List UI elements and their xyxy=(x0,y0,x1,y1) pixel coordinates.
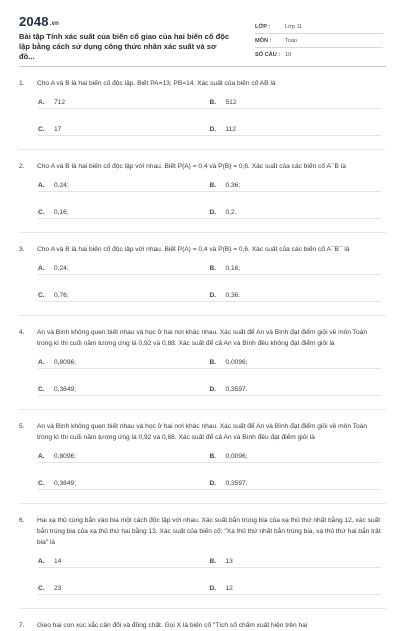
option-letter: C. xyxy=(38,584,45,592)
option-c[interactable] xyxy=(38,480,210,487)
option-value: 0,36; xyxy=(225,181,241,189)
options xyxy=(38,179,381,219)
meta-value: 10 xyxy=(285,51,292,58)
question-separator xyxy=(19,503,386,504)
option-value: 13 xyxy=(225,557,233,565)
option-value: 0,3649; xyxy=(54,385,76,393)
options xyxy=(38,450,381,490)
header xyxy=(0,0,400,66)
meta-label: LỚP : xyxy=(255,23,271,30)
question-number: 2. xyxy=(19,163,25,170)
option-b[interactable] xyxy=(210,182,382,189)
question-number: 3. xyxy=(19,246,25,253)
option-value: 0,16; xyxy=(225,264,241,272)
meta-label: MÔN : xyxy=(255,37,272,44)
option-a[interactable] xyxy=(38,182,210,189)
option-letter: D. xyxy=(209,584,217,592)
option-letter: A. xyxy=(38,452,45,460)
option-c[interactable] xyxy=(38,585,210,592)
options xyxy=(38,262,381,302)
option-letter: D. xyxy=(209,385,217,393)
question-text: An và Bình không quen biết nhau và học ở hai nơi khác nhau. Xác suất để An và Bình đạt điểm giỏi về môn Toán trong kì thi cuối năm tương ứng là 0,92 và 0,88. Xác suất để cả An và Bình đều không đạt điểm giỏi là xyxy=(37,329,368,347)
option-a[interactable] xyxy=(38,359,210,366)
option-letter: B. xyxy=(209,98,217,106)
option-letter: D. xyxy=(209,208,217,216)
logo-tld: .vn xyxy=(49,21,60,27)
option-value: 512 xyxy=(225,98,237,106)
option-letter: A. xyxy=(38,181,45,189)
option-letter: D. xyxy=(209,291,217,299)
question-3 xyxy=(19,244,381,302)
option-value: 0,3649; xyxy=(54,479,76,487)
meta-row-subject xyxy=(255,34,383,48)
option-value: 712 xyxy=(54,98,66,106)
option-d[interactable] xyxy=(210,480,382,487)
question-number: 4. xyxy=(19,329,25,336)
option-value: 17 xyxy=(54,125,62,133)
option-c[interactable] xyxy=(38,386,210,393)
question-4 xyxy=(19,327,381,396)
option-a[interactable] xyxy=(38,558,210,565)
option-letter: C. xyxy=(38,385,45,393)
option-b[interactable] xyxy=(210,453,382,460)
option-letter: A. xyxy=(38,557,45,565)
question-7 xyxy=(19,620,381,631)
option-letter: B. xyxy=(209,181,217,189)
meta-label: SỐ CÂU : xyxy=(255,51,281,58)
option-letter: D. xyxy=(209,479,217,487)
meta-value: Toán xyxy=(285,37,298,44)
option-a[interactable] xyxy=(38,453,210,460)
question-number: 7. xyxy=(19,622,25,629)
option-letter: A. xyxy=(38,264,45,272)
option-letter: A. xyxy=(38,98,45,106)
option-value: 112 xyxy=(225,125,237,133)
option-value: 0,3597. xyxy=(225,385,248,393)
question-list xyxy=(0,78,400,631)
option-d[interactable] xyxy=(210,585,382,592)
site-logo[interactable] xyxy=(19,14,59,29)
option-a[interactable] xyxy=(38,265,210,272)
option-d[interactable] xyxy=(210,209,382,216)
option-value: 0,8096; xyxy=(54,358,76,366)
option-d[interactable] xyxy=(210,292,382,299)
question-text: Hai xạ thủ cùng bắn vào bia một cách độc lập với nhau. Xác suất bắn trúng bia của xạ thủ thứ nhất bằng 12, xác suất bắn trúng bia của xạ thủ thứ hai bằng 13. Xác suất của biến cố: "Xạ thủ thứ nhất bắn trúng bia, xạ thủ thứ hai bắn trật bia" là xyxy=(37,517,381,546)
option-value: 0,24; xyxy=(54,181,69,189)
meta-value: Lớp 11 xyxy=(285,23,303,30)
question-number: 6. xyxy=(19,517,25,524)
page-title: Bài tập Tính xác suất của biến cố giao của hai biến cố độc lập bằng cách sử dụng công thức nhân xác suất và sơ đồ... xyxy=(19,32,230,61)
meta-table xyxy=(255,20,383,61)
options xyxy=(38,356,381,396)
question-2 xyxy=(19,161,381,219)
option-letter: B. xyxy=(209,452,217,460)
question-separator xyxy=(19,232,386,233)
logo-main: 2048 xyxy=(19,14,49,29)
option-c[interactable] xyxy=(38,209,210,216)
option-letter: D. xyxy=(209,125,217,133)
option-a[interactable] xyxy=(38,99,210,106)
option-letter: A. xyxy=(38,358,45,366)
question-separator xyxy=(19,409,386,410)
question-number: 5. xyxy=(19,423,25,430)
option-letter: B. xyxy=(209,264,217,272)
question-text: Gieo hai con xúc xắc cân đối và đồng chất. Gọi X là biến cố "Tích số chấm xuất hiện trên hai xyxy=(37,622,308,629)
question-5 xyxy=(19,421,381,490)
option-value: 0,76; xyxy=(54,291,69,299)
option-c[interactable] xyxy=(38,292,210,299)
question-text: An và Bình không quen biết nhau và học ở hai nơi khác nhau. Xác suất để An và Bình đạt điểm giỏi về môn Toán trong kì thi cuối năm tương ứng là 0,92 và 0,88. Xác suất để cả An và Bình đều đạt điểm giỏi là xyxy=(37,423,368,441)
option-value: 12 xyxy=(225,584,233,592)
meta-row-class xyxy=(255,20,383,34)
option-value: 0,0096; xyxy=(225,452,248,460)
option-b[interactable] xyxy=(210,99,382,106)
question-text: Cho A và B là hai biến cố độc lập với nhau. Biết P(A) = 0,4 và P(B) = 0,6. Xác suất của các biến cố A¯B là xyxy=(37,163,346,170)
option-letter: C. xyxy=(38,125,45,133)
question-text: Cho A và B là hai biến cố độc lập với nhau. Biết P(A) = 0,4 và P(B) = 0,6. Xác suất của các biến cố A¯B¯ là xyxy=(37,246,350,253)
question-separator xyxy=(19,315,386,316)
question-text: Cho A và B là hai biến cố độc lập. Biết PA=13; PB=14. Xác suất của biến cố AB là xyxy=(37,80,276,87)
option-letter: B. xyxy=(209,557,217,565)
option-b[interactable] xyxy=(210,359,382,366)
option-value: 14 xyxy=(54,557,62,565)
option-value: 0,0096; xyxy=(225,358,248,366)
option-d[interactable] xyxy=(210,126,382,133)
header-divider xyxy=(19,66,386,67)
option-letter: C. xyxy=(38,291,45,299)
question-separator xyxy=(19,149,386,150)
option-b[interactable] xyxy=(210,265,382,272)
option-value: 0,36. xyxy=(225,291,241,299)
option-c[interactable] xyxy=(38,126,210,133)
option-value: 0,2. xyxy=(225,208,237,216)
meta-row-count xyxy=(255,48,383,61)
option-d[interactable] xyxy=(210,386,382,393)
question-6 xyxy=(19,515,381,595)
option-value: 0,16; xyxy=(54,208,69,216)
option-value: 0,24; xyxy=(54,264,69,272)
option-value: 0,3597. xyxy=(225,479,248,487)
question-1 xyxy=(19,78,381,136)
question-separator xyxy=(19,608,386,609)
question-number: 1. xyxy=(19,80,25,87)
options xyxy=(38,555,381,595)
options xyxy=(38,96,381,136)
option-letter: B. xyxy=(209,358,217,366)
option-letter: C. xyxy=(38,208,45,216)
option-b[interactable] xyxy=(210,558,382,565)
option-value: 23 xyxy=(54,584,62,592)
option-value: 0,8096; xyxy=(54,452,76,460)
option-letter: C. xyxy=(38,479,45,487)
